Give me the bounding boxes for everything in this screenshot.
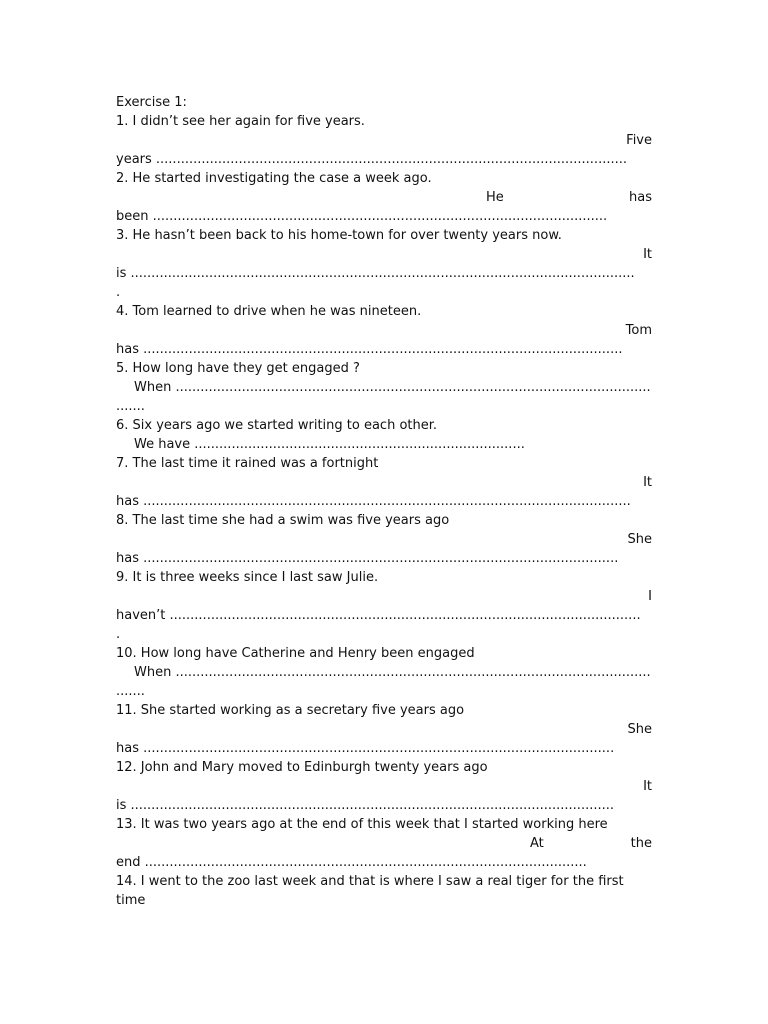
item-10-prompt: 10. How long have Catherine and Henry been engaged	[116, 646, 475, 661]
item-2-prompt: 2. He started investigating the case a week ago.	[116, 171, 432, 186]
item-8-prompt: 8. The last time she had a swim was five years ago	[116, 513, 450, 528]
item-9-start-word: I	[648, 589, 652, 604]
item-3-start-word: It	[643, 247, 652, 262]
item-1-prompt: 1. I didn’t see her again for five years.	[116, 114, 365, 129]
item-12-prompt: 12. John and Mary moved to Edinburgh twenty years ago	[116, 760, 488, 775]
item-4-answer-line: has ....................................................................................................................	[116, 342, 623, 357]
item-5-prompt: 5. How long have they get engaged ?	[116, 361, 360, 376]
item-8-start-word: She	[627, 532, 652, 547]
item-2-word-he: He	[486, 190, 504, 205]
item-4-prompt: 4. Tom learned to drive when he was nineteen.	[116, 304, 422, 319]
item-9-prompt: 9. It is three weeks since I last saw Julie.	[116, 570, 379, 585]
item-11-answer-line: has ..................................................................................................................	[116, 741, 615, 756]
item-14-prompt: 14. I went to the zoo last week and that is where I saw a real tiger for the first	[116, 874, 624, 889]
item-2-answer-line: been ..............................................................................................................	[116, 209, 608, 224]
item-13-prompt: 13. It was two years ago at the end of this week that I started working here	[116, 817, 608, 832]
item-7-answer-line: has ......................................................................................................................	[116, 494, 631, 509]
item-11-prompt: 11. She started working as a secretary five years ago	[116, 703, 465, 718]
item-13-word-the: the	[630, 836, 652, 851]
item-5-answer-line: When ...................................................................................................................	[134, 380, 651, 395]
item-7-prompt: 7. The last time it rained was a fortnight	[116, 456, 379, 471]
item-3-prompt: 3. He hasn’t been back to his home-town for over twenty years now.	[116, 228, 562, 243]
item-2-start-words	[116, 188, 652, 207]
item-9-answer-line: haven’t ..................................................................................................................	[116, 608, 641, 623]
item-1-answer-line: years ..................................................................................................................	[116, 152, 627, 167]
item-9-answer-end: .	[116, 627, 121, 642]
item-6-answer-line: We have ................................................................................	[134, 437, 525, 452]
item-8-answer-line: has ...................................................................................................................	[116, 551, 619, 566]
item-13-start-words	[116, 834, 652, 853]
item-10-answer-line: When ...................................................................................................................	[134, 665, 651, 680]
item-2-word-has: has	[629, 190, 652, 205]
item-10-answer-end: .......	[116, 684, 145, 699]
item-13-answer-line: end ...........................................................................................................	[116, 855, 587, 870]
item-3-answer-end: .	[116, 285, 121, 300]
exercise-document	[116, 93, 652, 910]
item-4-start-word: Tom	[625, 323, 652, 338]
item-5-answer-end: .......	[116, 399, 145, 414]
item-13-word-at: At	[530, 836, 544, 851]
item-6-prompt: 6. Six years ago we started writing to each other.	[116, 418, 438, 433]
item-7-start-word: It	[643, 475, 652, 490]
item-1-start-word: Five	[626, 133, 652, 148]
item-11-start-word: She	[627, 722, 652, 737]
item-14-prompt-cont: time	[116, 893, 146, 908]
item-12-answer-line: is .....................................................................................................................	[116, 798, 614, 813]
item-12-start-word: It	[643, 779, 652, 794]
exercise-title: Exercise 1:	[116, 95, 187, 110]
item-3-answer-line: is ..........................................................................................................................	[116, 266, 635, 281]
